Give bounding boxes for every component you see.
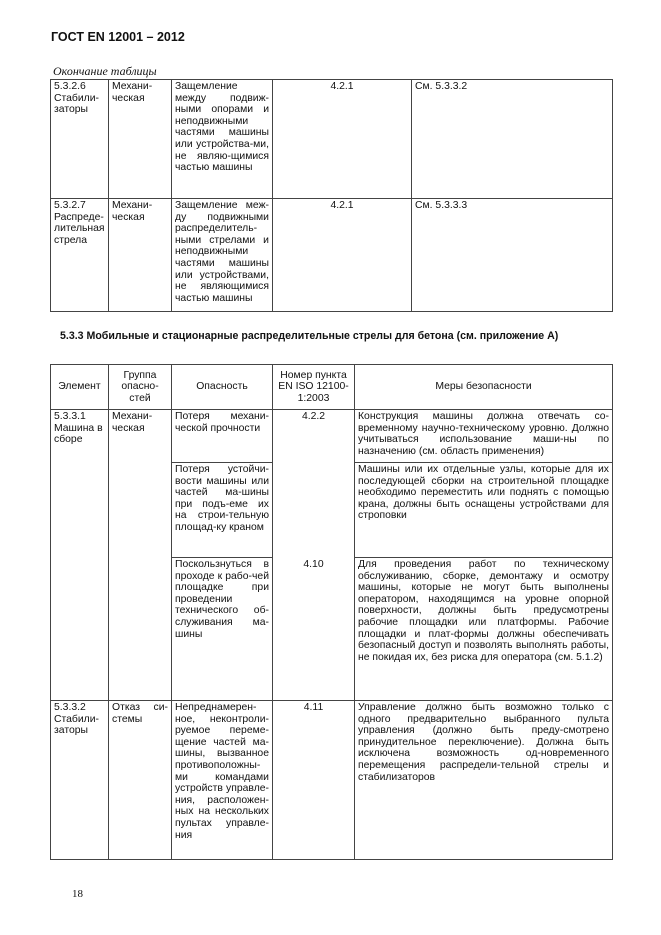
document-title: ГОСТ EN 12001 – 2012 xyxy=(51,30,185,44)
table-row xyxy=(51,701,613,860)
table-row xyxy=(51,80,613,199)
table-row xyxy=(51,410,613,463)
hazard-cell: Поскользнуться в проходе к рабо-чей площадке при проведении технического об-служивания ма-шины xyxy=(172,558,273,701)
element-cell: 5.3.2.7 Распреде-лительная стрела xyxy=(51,199,109,312)
header-measures: Меры безопасности xyxy=(355,365,613,410)
element-cell: 5.3.2.6 Стабили-заторы xyxy=(51,80,109,199)
measures-cell: Для проведения работ по техническому обслуживанию, сборке, демонтажу и осмотру машины, которые не могут быть выполнены оператором, находящимся на уровне опорной поверхности, должны быть предусмотрены рабочие площадки или платформы. Рабочие площадки и плат-формы должны обеспечивать безопасный доступ и позволять выполнять работы, не покидая их, без риска для оператора (см. 5.1.2) xyxy=(355,558,613,701)
element-cell: 5.3.3.1 Машина в сборе xyxy=(51,410,109,701)
hazard-table xyxy=(50,364,613,860)
table-caption: Окончание таблицы xyxy=(53,64,157,78)
header-clause: Номер пункта EN ISO 12100-1:2003 xyxy=(273,365,355,410)
clause-cell: 4.2.1 xyxy=(273,80,412,199)
hazard-table-continuation xyxy=(50,79,613,312)
header-element: Элемент xyxy=(51,365,109,410)
table-header-row xyxy=(51,365,613,410)
measures-cell: Конструкция машины должна отвечать со-временному научно-техническому уровню. Должно учитываться использование маши-ны по назначению (см. область применения) xyxy=(355,410,613,463)
table-row xyxy=(51,199,613,312)
group-cell: Отказ си-стемы xyxy=(109,701,172,860)
clause-cell: 4.2.2 xyxy=(273,410,355,558)
clause-cell: 4.2.1 xyxy=(273,199,412,312)
measures-cell: Управление должно быть возможно только с одного предварительно выбранного пульта управления (должно быть преду-смотрено принудительное переключение). Должна быть исключена возможность од-новременного перемещения распредели-тельной стрелы и стабилизаторов xyxy=(355,701,613,860)
measures-cell: Машины или их отдельные узлы, которые для их последующей сборки на строительной площадке необходимо переместить или поднять с помощью крана, должны быть оснащены устройствами для строповки xyxy=(355,463,613,558)
hazard-cell: Непреднамерен-ное, неконтроли-руемое переме-щение частей ма-шины, вызванное противоположны-ми командами устройств управле-ния, расположен-ных на нескольких пультах управле-ния xyxy=(172,701,273,860)
section-heading: 5.3.3 Мобильные и стационарные распределительные стрелы для бетона (см. приложение А) xyxy=(60,330,559,342)
group-cell: Механи-ческая xyxy=(109,199,172,312)
hazard-cell: Защемление меж-ду подвижными распределитель-ными стрелами и неподвижными частями машины или устройствами, не являющимися частью машины xyxy=(172,199,273,312)
measures-cell: См. 5.3.3.2 xyxy=(412,80,613,199)
element-cell: 5.3.3.2 Стабили-заторы xyxy=(51,701,109,860)
page-number: 18 xyxy=(72,888,83,900)
measures-cell: См. 5.3.3.3 xyxy=(412,199,613,312)
header-group: Группа опасно-стей xyxy=(109,365,172,410)
group-cell: Механи-ческая xyxy=(109,80,172,199)
clause-cell: 4.10 xyxy=(273,558,355,701)
hazard-cell: Потеря механи-ческой прочности xyxy=(172,410,273,463)
header-hazard: Опасность xyxy=(172,365,273,410)
group-cell: Механи-ческая xyxy=(109,410,172,701)
hazard-cell: Защемление между подвиж-ными опорами и неподвижными частями машины или устройства-ми, не являю-щимися частью машины xyxy=(172,80,273,199)
hazard-cell: Потеря устойчи-вости машины или частей ма-шины при подъ-еме их на строи-тельную площад-ку краном xyxy=(172,463,273,558)
clause-cell: 4.11 xyxy=(273,701,355,860)
